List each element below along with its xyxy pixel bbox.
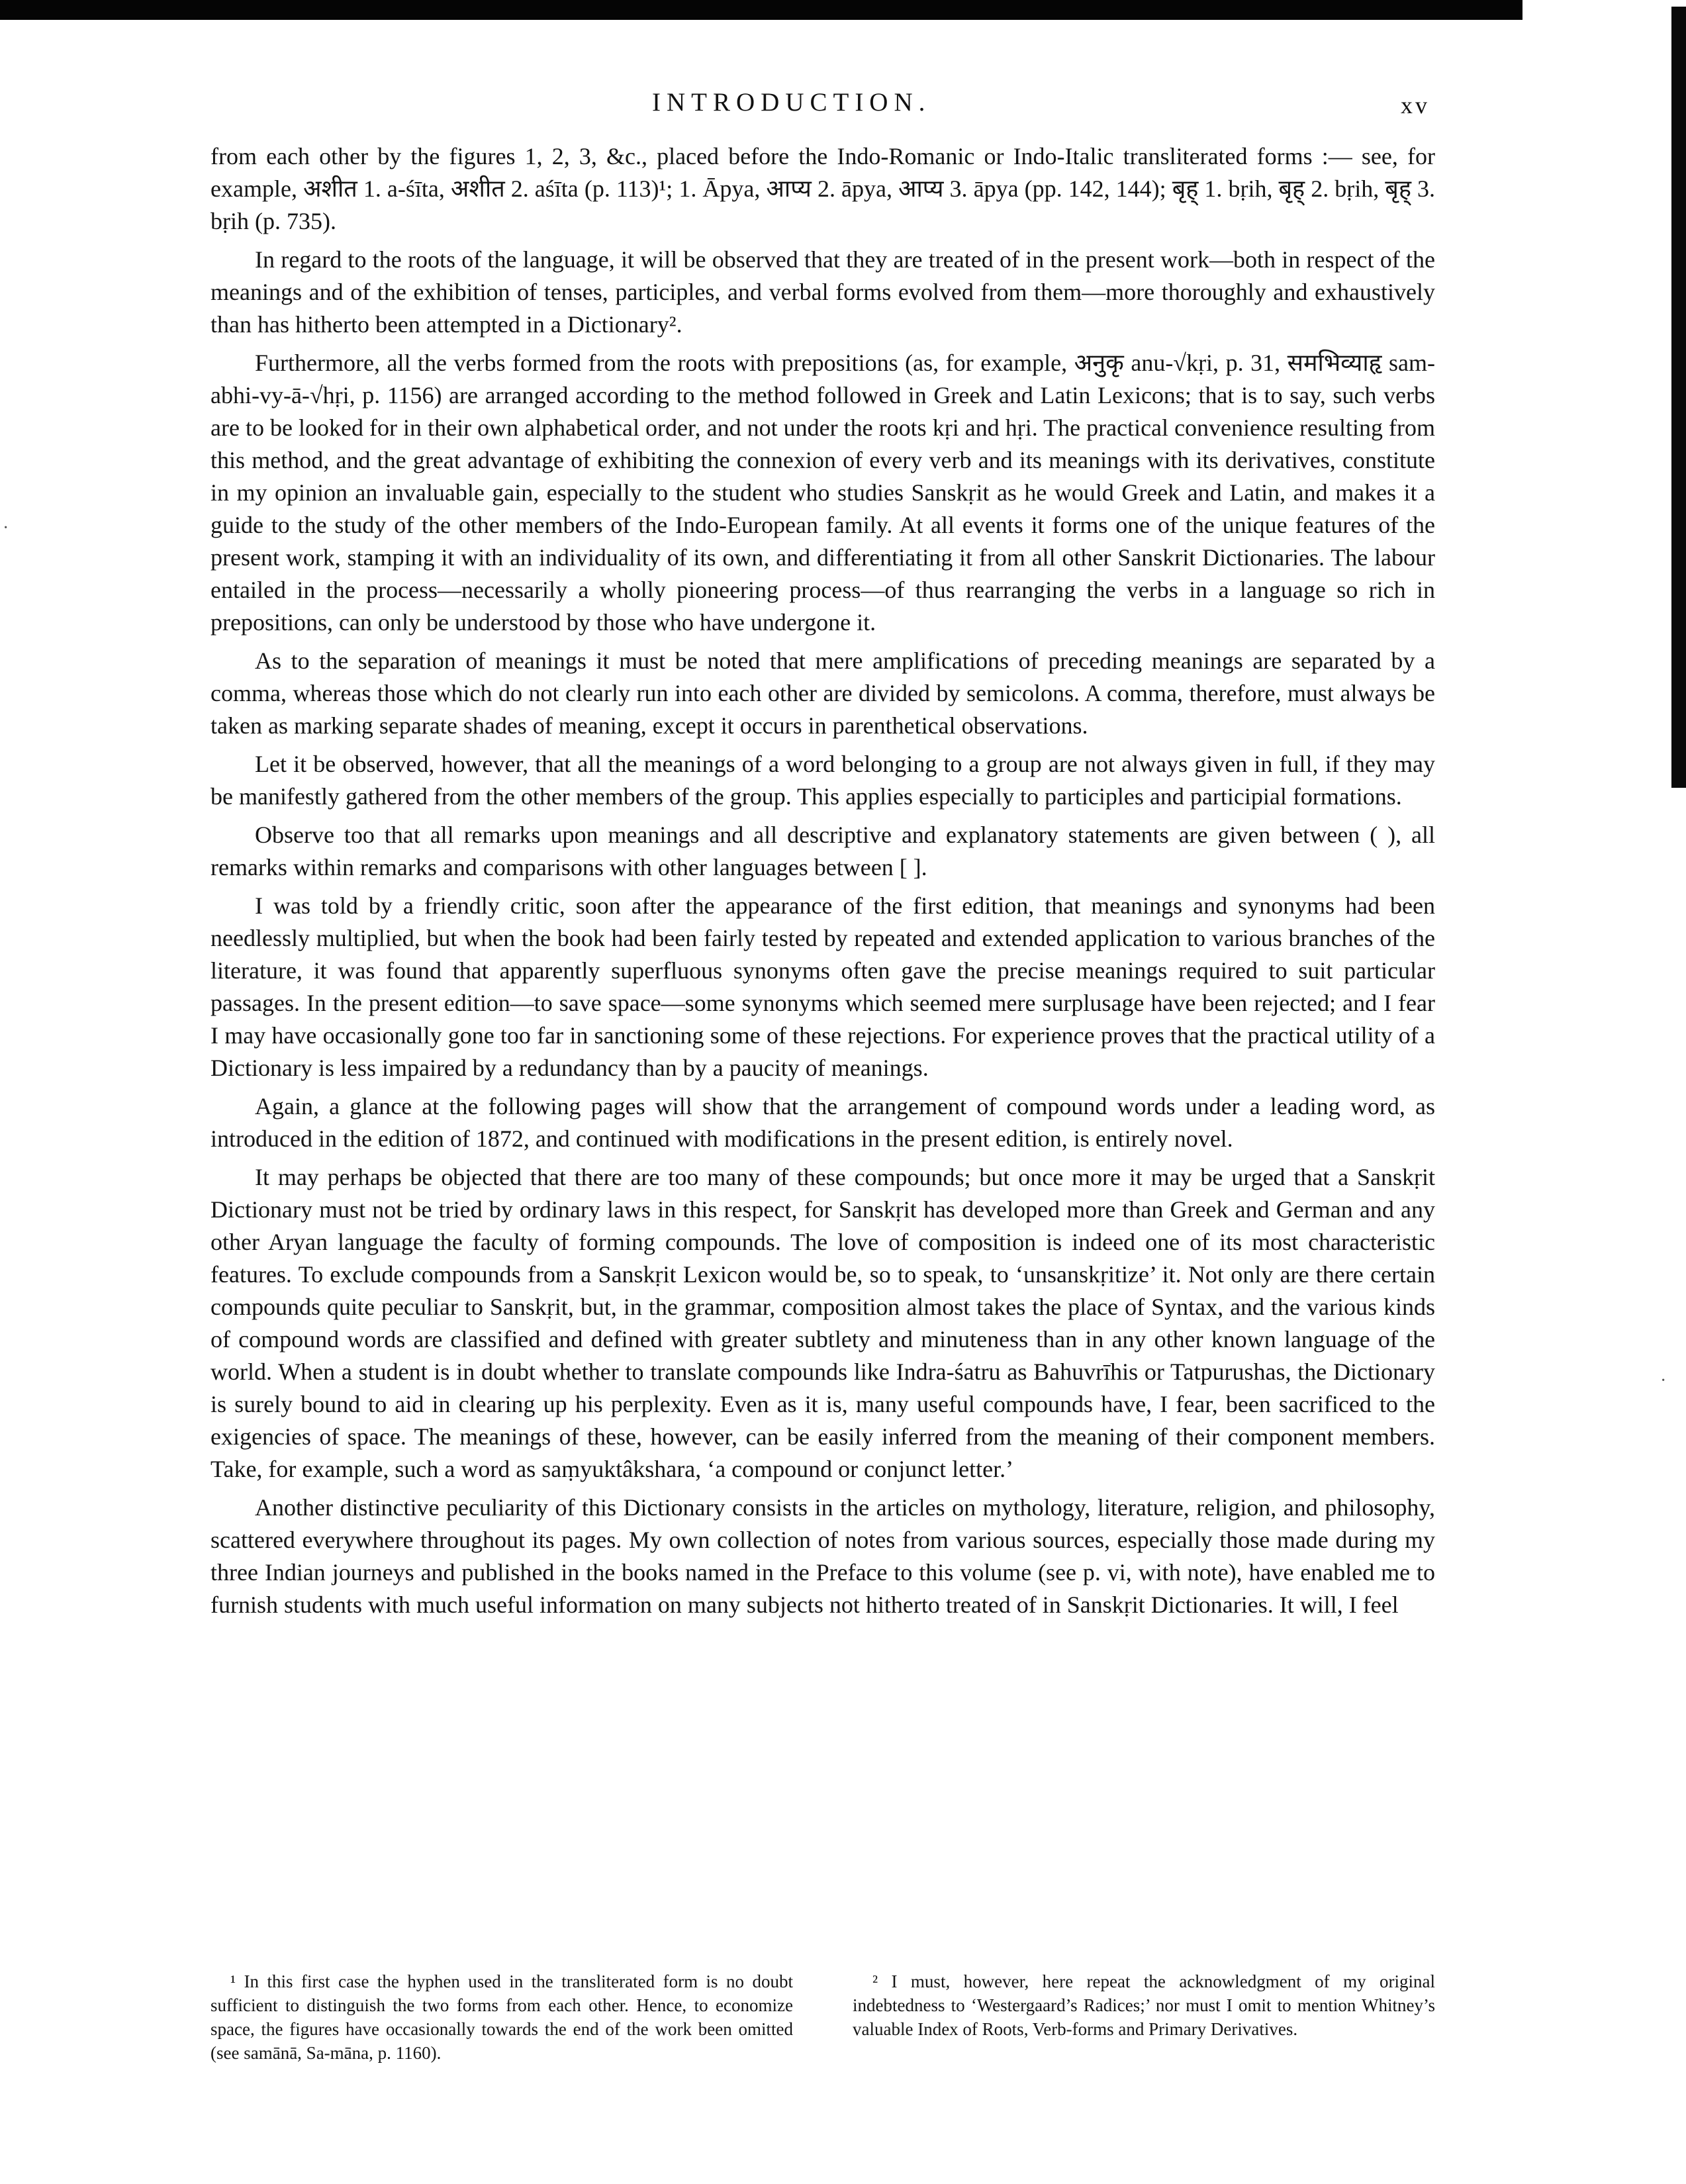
running-title: INTRODUCTION. bbox=[652, 88, 931, 117]
paragraph: Furthermore, all the verbs formed from the roots with prepositions (as, for example, अनुकृ anu-√kṛi, p. 31, समभिव्याहृ sam-abhi-vy-ā-√hṛi, p. 1156) are arranged according to the method followed in Greek and Latin Lexicons; that is to say, such verbs are to be looked for in their own alphabetical order, and not under the roots kṛi and hṛi. The practical convenience resulting from this method, and the great advantage of exhibiting the connexion of every verb and its meanings with its derivatives, constitute in my opinion an invaluable gain, especially to the student who studies Sanskṛit as he would Greek and Latin, and makes it a guide to the study of the other members of the Indo-European family. At all events it forms one of the unique features of the present work, stamping it with an individuality of its own, and differentiating it from all other Sanskrit Dictionaries. The labour entailed in the process—necessarily a wholly pioneering process—of thus rearranging the verbs in a language so rich in prepositions, can only be understood by those who have undergone it. bbox=[211, 350, 1435, 636]
paragraph: In regard to the roots of the language, it will be observed that they are treated of in the present work—both in respect of the meanings and of the exhibition of tenses, participles, and verbal forms evolved from them—more thoroughly and exhaustively than has hitherto been attempted in a Dictionary². bbox=[211, 246, 1435, 338]
body-text bbox=[211, 140, 1435, 1627]
paragraph: Let it be observed, however, that all the meanings of a word belonging to a group are not always given in full, if they may be manifestly gathered from the other members of the group. This applies especially to participles and participial formations. bbox=[211, 751, 1435, 810]
scan-speck: · bbox=[1660, 1370, 1667, 1391]
footnote-1: ¹ In this first case the hyphen used in the transliterated form is no doubt sufficient to distinguish the two forms from each other. Hence, to economize space, the figures have occasionally towards the end of the work been omitted (see samānā, Sa-māna, p. 1160). bbox=[211, 1971, 793, 2063]
scan-speck: · bbox=[3, 518, 9, 538]
footnotes bbox=[211, 1970, 1435, 2065]
paragraph: Observe too that all remarks upon meanings and all descriptive and explanatory statements are given between ( ), all remarks within remarks and comparisons with other languages between [ ]. bbox=[211, 822, 1435, 880]
page-header bbox=[0, 74, 1686, 127]
paragraph: It may perhaps be objected that there are too many of these compounds; but once more it may be urged that a Sanskṛit Dictionary must not be tried by ordinary laws in this respect, for Sanskṛit has developed more than Greek and German and any other Aryan language the faculty of forming compounds. The love of composition is indeed one of its most characteristic features. To exclude compounds from a Sanskṛit Lexicon would be, so to speak, to ‘unsanskṛitize’ it. Not only are there certain compounds quite peculiar to Sanskṛit, but, in the grammar, composition almost takes the place of Syntax, and the various kinds of compound words are classified and defined with greater subtlety and minuteness than in any other known language of the world. When a student is in doubt whether to translate compounds like Indra-śatru as Bahuvrīhis or Tatpurushas, the Dictionary is surely bound to aid in clearing up his perplexity. Even as it is, many useful compounds have, I fear, been sacrificed to the exigencies of space. The meanings of these, however, can be easily inferred from the meaning of their component members. Take, for example, such a word as saṃyuktâkshara, ‘a compound or conjunct letter.’ bbox=[211, 1164, 1435, 1482]
paragraph: from each other by the figures 1, 2, 3, &c., placed before the Indo-Romanic or Indo-Italic transliterated forms :— see, for example, अशीत 1. a-śīta, अशीत 2. aśīta (p. 113)¹; 1. Āpya, आप्य 2. āpya, आप्य 3. āpya (pp. 142, 144); बृह् 1. bṛih, बृह् 2. bṛih, बृह् 3. bṛih (p. 735). bbox=[211, 143, 1435, 234]
footnote-2: ² I must, however, here repeat the acknowledgment of my original indebtedness to ‘Westergaard’s Radices;’ nor must I omit to mention Whitney’s valuable Index of Roots, Verb-forms and Primary Derivatives. bbox=[853, 1971, 1435, 2039]
paragraph: I was told by a friendly critic, soon after the appearance of the first edition, that meanings and synonyms had been needlessly multiplied, but when the book had been fairly tested by repeated and extended application to various branches of the literature, it was found that apparently superfluous synonyms often gave the precise meanings required to suit particular passages. In the present edition—to save space—some synonyms which seemed mere surplusage have been rejected; and I fear I may have occasionally gone too far in sanctioning some of these rejections. For experience proves that the practical utility of a Dictionary is less impaired by a redundancy than by a paucity of meanings. bbox=[211, 892, 1435, 1081]
top-scan-border bbox=[0, 0, 1522, 20]
page-number: xv bbox=[1401, 92, 1430, 119]
paragraph: Again, a glance at the following pages will show that the arrangement of compound words under a leading word, as introduced in the edition of 1872, and continued with modifications in the present edition, is entirely novel. bbox=[211, 1093, 1435, 1152]
paragraph: Another distinctive peculiarity of this Dictionary consists in the articles on mythology, literature, religion, and philosophy, scattered everywhere throughout its pages. My own collection of notes from various sources, especially those made during my three Indian journeys and published in the books named in the Preface to this volume (see p. vi, with note), have enabled me to furnish students with much useful information on many subjects not hitherto treated of in Sanskṛit Dictionaries. It will, I feel bbox=[211, 1494, 1435, 1618]
paragraph: As to the separation of meanings it must be noted that mere amplifications of preceding meanings are separated by a comma, whereas those which do not clearly run into each other are divided by semicolons. A comma, therefore, must always be taken as marking separate shades of meaning, except it occurs in parenthetical observations. bbox=[211, 647, 1435, 739]
